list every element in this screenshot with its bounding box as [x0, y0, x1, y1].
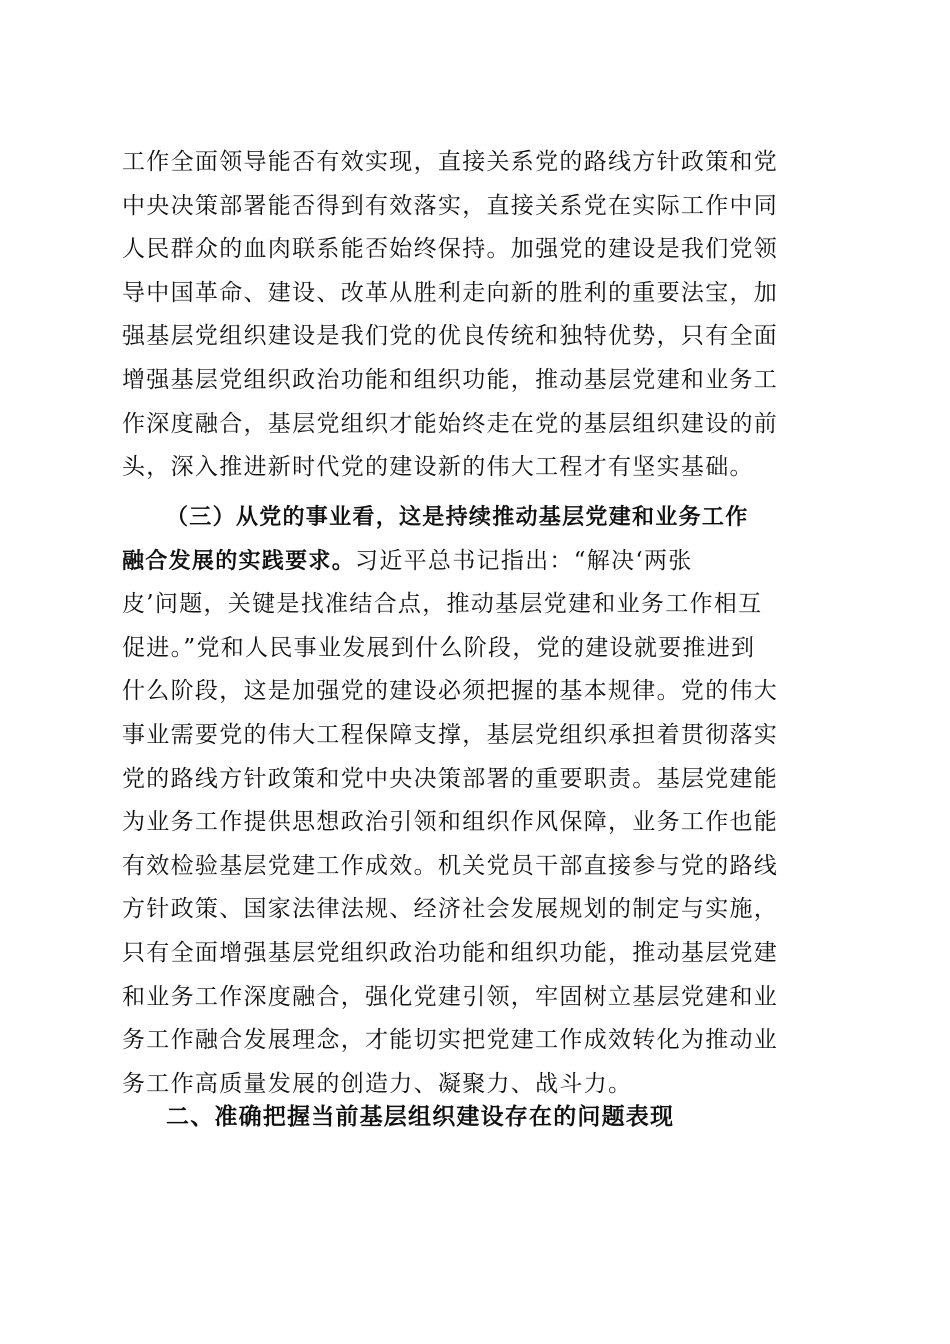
paragraph-party-building-importance — [122, 141, 828, 490]
paragraph-line: 增强基层党组织政治功能和组织功能，推动基层党建和业务工 — [122, 366, 779, 393]
quote-intro: 习近平总书记指出：“解决‘两张 — [355, 547, 693, 574]
paragraph-line: 皮’问题，关键是找准结合点，推动基层党建和业务工作相互 — [122, 591, 763, 618]
paragraph-line: 只有全面增强基层党组织政治功能和组织功能，推动基层党建 — [122, 939, 779, 966]
paragraph-line: 务工作融合发展理念，才能切实把党建工作成效转化为推动业 — [122, 1027, 779, 1054]
paragraph-line: 作深度融合，基层党组织才能始终走在党的基层组织建设的前 — [122, 410, 779, 437]
paragraph-line: 中央决策部署能否得到有效落实，直接关系党在实际工作中同 — [122, 192, 779, 219]
paragraph-line: 有效检验基层党建工作成效。机关党员干部直接参与党的路线 — [122, 852, 779, 879]
paragraph-line: 务工作高质量发展的创造力、凝聚力、战斗力。 — [122, 1070, 633, 1097]
paragraph-lead-line — [122, 496, 828, 540]
paragraph-line: 促进。”党和人民事业发展到什么阶段，党的建设就要推进到 — [122, 634, 756, 661]
paragraph-line: 为业务工作提供思想政治引领和组织作风保障，业务工作也能 — [122, 809, 779, 836]
paragraph-line: 什么阶段，这是加强党的建设必须把握的基本规律。党的伟大 — [122, 678, 779, 705]
paragraph-line: 导中国革命、建设、改革从胜利走向新的胜利的重要法宝，加 — [122, 279, 779, 306]
paragraph-practice-requirement — [122, 496, 828, 1106]
subsection-lead: （三）从党的事业看，这是持续推动基层党建和业务工作 — [166, 505, 749, 530]
section-heading: 二、准确把握当前基层组织建设存在的问题表现 — [166, 1104, 675, 1130]
paragraph-line: 方针政策、国家法律法规、经济社会发展规划的制定与实施， — [122, 896, 779, 923]
paragraph-line: 党的路线方针政策和党中央决策部署的重要职责。基层党建能 — [122, 765, 779, 792]
paragraph-line — [122, 540, 828, 584]
paragraph-line: 工作全面领导能否有效实现，直接关系党的路线方针政策和党 — [122, 149, 779, 175]
paragraph-line: 头，深入推进新时代党的建设新的伟大工程才有坚实基础。 — [122, 454, 754, 481]
subsection-lead-end: 融合发展的实践要求。 — [122, 548, 356, 574]
paragraph-line: 和业务工作深度融合，强化党建引领，牢固树立基层党建和业 — [122, 983, 779, 1010]
paragraph-line: 人民群众的血肉联系能否始终保持。加强党的建设是我们党领 — [122, 236, 779, 263]
paragraph-line: 强基层党组织建设是我们党的优良传统和独特优势，只有全面 — [122, 323, 779, 350]
paragraph-line: 事业需要党的伟大工程保障支撑，基层党组织承担着贯彻落实 — [122, 721, 779, 748]
